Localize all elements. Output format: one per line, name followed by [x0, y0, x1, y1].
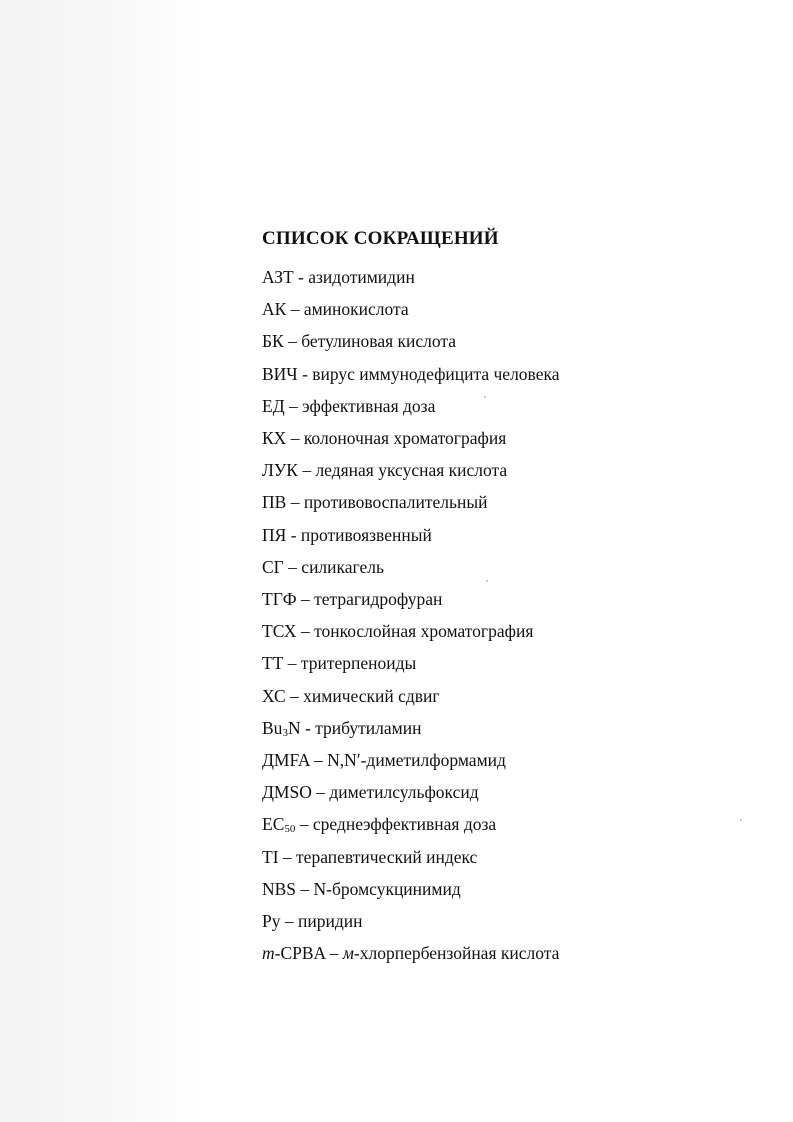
definition: колоночная хроматография [303, 428, 507, 449]
separator: – [296, 878, 314, 899]
abbreviation-italic-prefix: m [262, 943, 275, 964]
definition: трибутиламин [315, 717, 422, 738]
abbreviation: NBS [262, 878, 297, 899]
page-title: СПИСОК СОКРАЩЕНИЙ [262, 228, 499, 249]
separator: – [283, 556, 302, 577]
separator: – [286, 428, 304, 449]
definition: тетрагидрофуран [314, 589, 443, 610]
scan-shading [0, 0, 205, 1122]
definition: терапевтический индекс [296, 846, 478, 867]
abbreviation: БК [262, 331, 284, 352]
definition: химический сдвиг [303, 685, 440, 706]
list-item [262, 937, 762, 969]
abbreviation: ПЯ [262, 524, 287, 545]
list-item [262, 390, 762, 422]
abbreviation: ДМFA [262, 750, 310, 771]
abbreviation: ХС [262, 685, 286, 706]
definition: противоязвенный [300, 524, 432, 545]
abbreviation: TI [262, 846, 279, 867]
abbreviation-subscript: 50 [284, 823, 296, 836]
separator: - [300, 717, 316, 738]
definition-italic-prefix: м [342, 943, 354, 964]
separator: – [283, 653, 301, 674]
abbreviation: ПВ [262, 492, 287, 513]
list-item [262, 486, 762, 518]
definition: тритерпеноиды [300, 653, 417, 674]
abbreviation: СГ [262, 556, 284, 577]
abbreviation-tail: N [287, 717, 301, 738]
definition: N-бромсукцинимид [313, 878, 461, 899]
list-item [262, 551, 762, 583]
separator: – [325, 943, 343, 964]
abbreviation [262, 718, 301, 738]
abbreviation: Py [262, 911, 281, 932]
definition: среднеэффективная доза [312, 814, 497, 835]
separator: - [286, 524, 301, 545]
separator: – [278, 846, 297, 867]
separator: – [280, 911, 298, 932]
definition: бетулиновая кислота [301, 331, 457, 352]
list-item [262, 583, 762, 615]
abbreviation: ТГФ [262, 589, 297, 610]
separator: – [311, 782, 330, 803]
list-item [262, 680, 762, 712]
definition: противовоспалительный [303, 492, 488, 513]
abbreviation [262, 814, 295, 834]
separator: – [295, 814, 313, 835]
abbreviation-base: EC [262, 814, 285, 835]
abbreviation-list [262, 261, 762, 969]
separator: – [286, 492, 304, 513]
separator: – [309, 750, 328, 771]
list-item [262, 873, 762, 905]
list-item [262, 647, 762, 679]
list-item [262, 325, 762, 357]
abbreviation [262, 943, 325, 963]
separator: - [293, 267, 309, 287]
definition: аминокислота [303, 299, 409, 320]
separator: - [297, 363, 313, 384]
list-item [262, 776, 762, 808]
abbreviation: ВИЧ [262, 363, 298, 384]
abbreviation-base: Bu [262, 717, 283, 738]
abbreviation: АК [262, 299, 287, 320]
list-item [262, 615, 762, 647]
abbreviation: КХ [262, 428, 287, 449]
separator: – [283, 331, 302, 352]
abbreviation: ДМSO [262, 782, 312, 803]
abbreviation-section [262, 225, 762, 969]
list-item [262, 261, 762, 293]
list-item [262, 712, 762, 744]
abbreviation-subscript: 3 [282, 726, 288, 739]
separator: – [296, 621, 315, 642]
definition-text: -хлорпербензойная кислота [353, 943, 560, 964]
definition: эффективная доза [302, 395, 436, 416]
scan-speck [740, 819, 742, 821]
definition: азидотимидин [308, 267, 415, 287]
abbreviation: ТТ [262, 653, 284, 674]
list-item [262, 454, 762, 486]
scan-speck [486, 580, 488, 582]
abbreviation-base: -CPBA [274, 943, 326, 964]
list-item [262, 519, 762, 551]
definition: вирус иммунодефицита человека [312, 363, 560, 384]
list-item [262, 358, 762, 390]
scan-speck [484, 396, 486, 398]
list-item [262, 841, 762, 873]
abbreviation: ТСХ [262, 621, 297, 642]
definition: силикагель [301, 556, 384, 577]
definition: ледяная уксусная кислота [315, 460, 508, 481]
list-item [262, 905, 762, 937]
abbreviation: ЛУК [262, 460, 298, 481]
abbreviation: АЗТ [262, 267, 294, 287]
separator: – [296, 589, 315, 610]
list-item [262, 422, 762, 454]
list-item [262, 293, 762, 325]
separator: – [285, 685, 304, 706]
definition: пиридин [297, 911, 363, 932]
separator: – [286, 299, 304, 320]
definition [343, 943, 560, 963]
list-item [262, 808, 762, 840]
list-item [262, 744, 762, 776]
separator: – [297, 460, 316, 481]
definition: тонкослойная хроматография [314, 621, 534, 642]
definition: диметилсульфоксид [329, 782, 479, 803]
separator: – [284, 395, 303, 416]
abbreviation: ЕД [262, 395, 285, 416]
definition: N,N′-диметилформамид [327, 750, 506, 771]
